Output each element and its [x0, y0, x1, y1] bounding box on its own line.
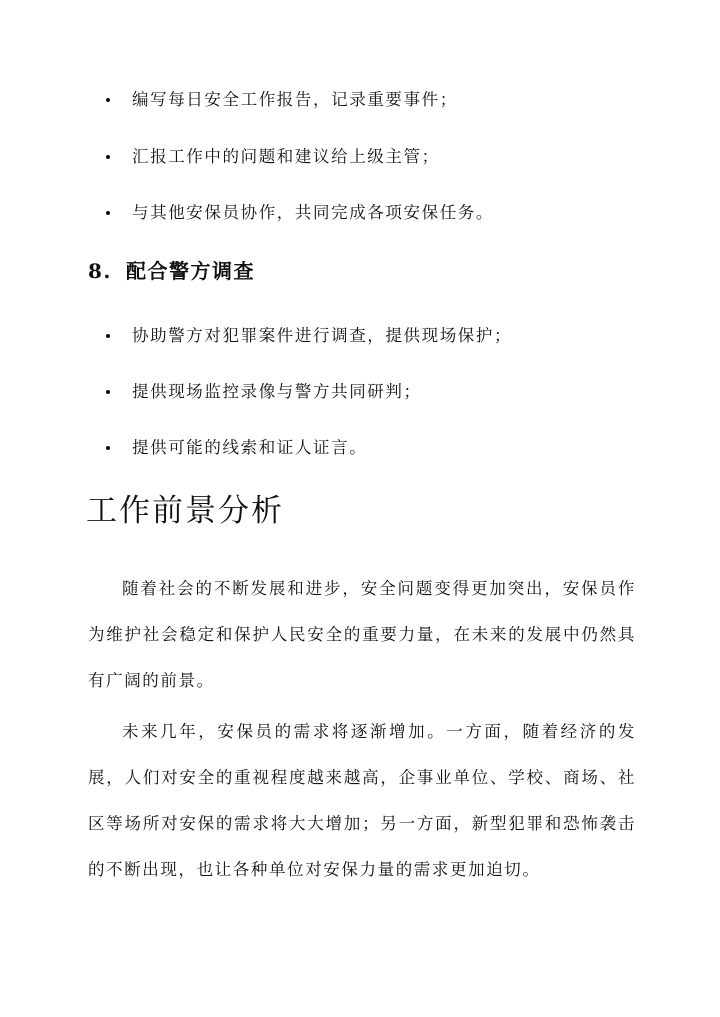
list-item-text: 提供可能的线索和证人证言。	[132, 438, 368, 457]
bullet-icon	[106, 390, 110, 394]
outlook-paragraph-2: 未来几年，安保员的需求将逐渐增加。一方面，随着经济的发展，人们对安全的重视程度越来越高，企事业单位、学校、商场、社区等场所对安保的需求将大大增加；另一方面，新型犯罪和恐怖袭击的不断出现，也让各种单位对安保力量的需求更加迫切。	[88, 722, 636, 879]
bullet-icon	[106, 446, 110, 450]
outlook-heading: 工作前景分析	[86, 493, 284, 529]
list-item-text: 协助警方对犯罪案件进行调查，提供现场保护；	[132, 326, 513, 345]
section8-title: 配合警方调查	[126, 259, 255, 283]
bullet-icon	[106, 155, 110, 159]
list-item-text: 编写每日安全工作报告，记录重要事件；	[132, 90, 458, 109]
list-item-text: 汇报工作中的问题和建议给上级主管；	[132, 147, 440, 166]
section8-number: 8.	[88, 259, 112, 283]
bullet-icon	[106, 211, 110, 215]
outlook-paragraph-1: 随着社会的不断发展和进步，安全问题变得更加突出，安保员作为维护社会稳定和保护人民安全的重要力量，在未来的发展中仍然具有广阔的前景。	[88, 579, 636, 690]
bullet-icon	[106, 98, 110, 102]
list-item-text: 提供现场监控录像与警方共同研判；	[132, 382, 422, 401]
section8-heading	[88, 258, 255, 284]
bullet-icon	[106, 334, 110, 338]
list-item-text: 与其他安保员协作，共同完成各项安保任务。	[132, 203, 494, 222]
